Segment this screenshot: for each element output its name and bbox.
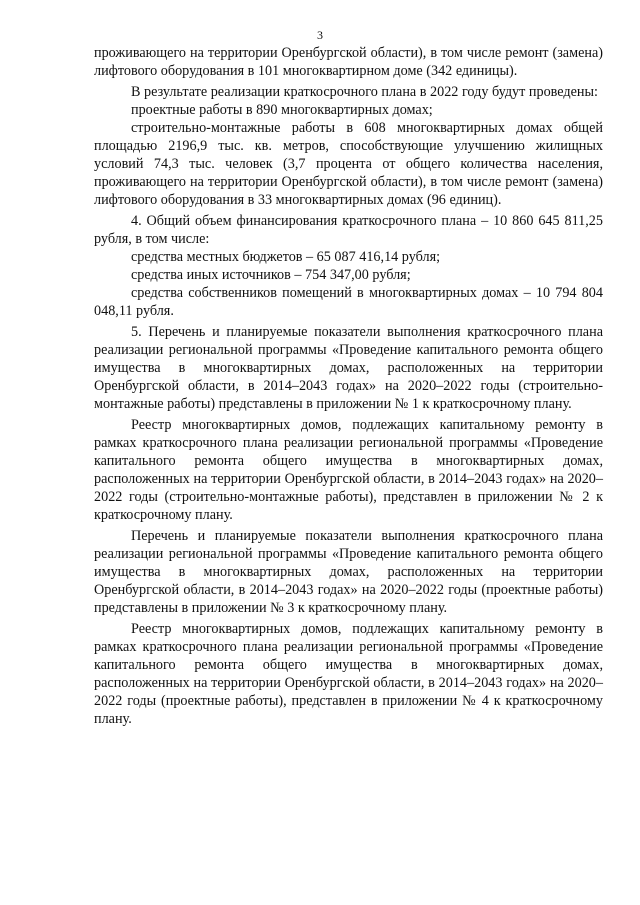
paragraph-9: 5. Перечень и планируемые показатели выполнения краткосрочного плана реализации региональной программы «Проведение капитального ремонта общего имущества в многоквартирных домах, расположенных на территории Оренбургской области, в 2014–2043 годах» на 2020–2022 годы (строительно-монтажные работы) представлены в приложении № 1 к краткосрочному плану. [94,324,603,412]
paragraph-11: Перечень и планируемые показатели выполнения краткосрочного плана реализации региональной программы «Проведение капитального ремонта общего имущества в многоквартирных домах, расположенных на территории Оренбургской области, в 2014–2043 годах» на 2020–2022 годы (проектные работы) представлены в приложении № 3 к краткосрочному плану. [94,528,603,616]
paragraph-7: средства иных источников – 754 347,00 рубля; [131,267,411,283]
paragraph-12: Реестр многоквартирных домов, подлежащих капитальному ремонту в рамках краткосрочного плана реализации региональной программы «Проведение капитального ремонта общего имущества в многоквартирных домах, расположенных на территории Оренбургской области, в 2014–2043 годах» на 2020–2022 годы (проектные работы), представлен в приложении № 4 к краткосрочному плану. [94,621,603,727]
page-number: 3 [317,28,323,42]
paragraph-4: строительно-монтажные работы в 608 многоквартирных домах общей площадью 2196,9 тыс. кв. метров, способствующие улучшению жилищных условий 74,3 тыс. человек (3,7 процента от общего количества населения, проживающего на территории Оренбургской области), в том числе ремонт (замена) лифтового оборудования в 33 многоквартирных домах (96 единиц). [94,120,603,208]
paragraph-10: Реестр многоквартирных домов, подлежащих капитальному ремонту в рамках краткосрочного плана реализации региональной программы «Проведение капитального ремонта общего имущества в многоквартирных домах, расположенных на территории Оренбургской области, в 2014–2043 годах» на 2020–2022 годы (строительно-монтажные работы), представлен в приложении № 2 к краткосрочному плану. [94,417,603,523]
paragraph-5: 4. Общий объем финансирования краткосрочного плана – 10 860 645 811,25 рубля, в том числе: [94,213,603,247]
paragraph-2: В результате реализации краткосрочного плана в 2022 году будут проведены: [131,84,598,100]
paragraph-8: средства собственников помещений в многоквартирных домах – 10 794 804 048,11 рубля. [94,285,603,319]
document-body [94,44,603,728]
paragraph-6: средства местных бюджетов – 65 087 416,14 рубля; [131,249,441,265]
paragraph-1: проживающего на территории Оренбургской области), в том числе ремонт (замена) лифтового оборудования в 101 многоквартирном доме (342 единицы). [94,45,603,79]
paragraph-3: проектные работы в 890 многоквартирных домах; [131,102,433,118]
